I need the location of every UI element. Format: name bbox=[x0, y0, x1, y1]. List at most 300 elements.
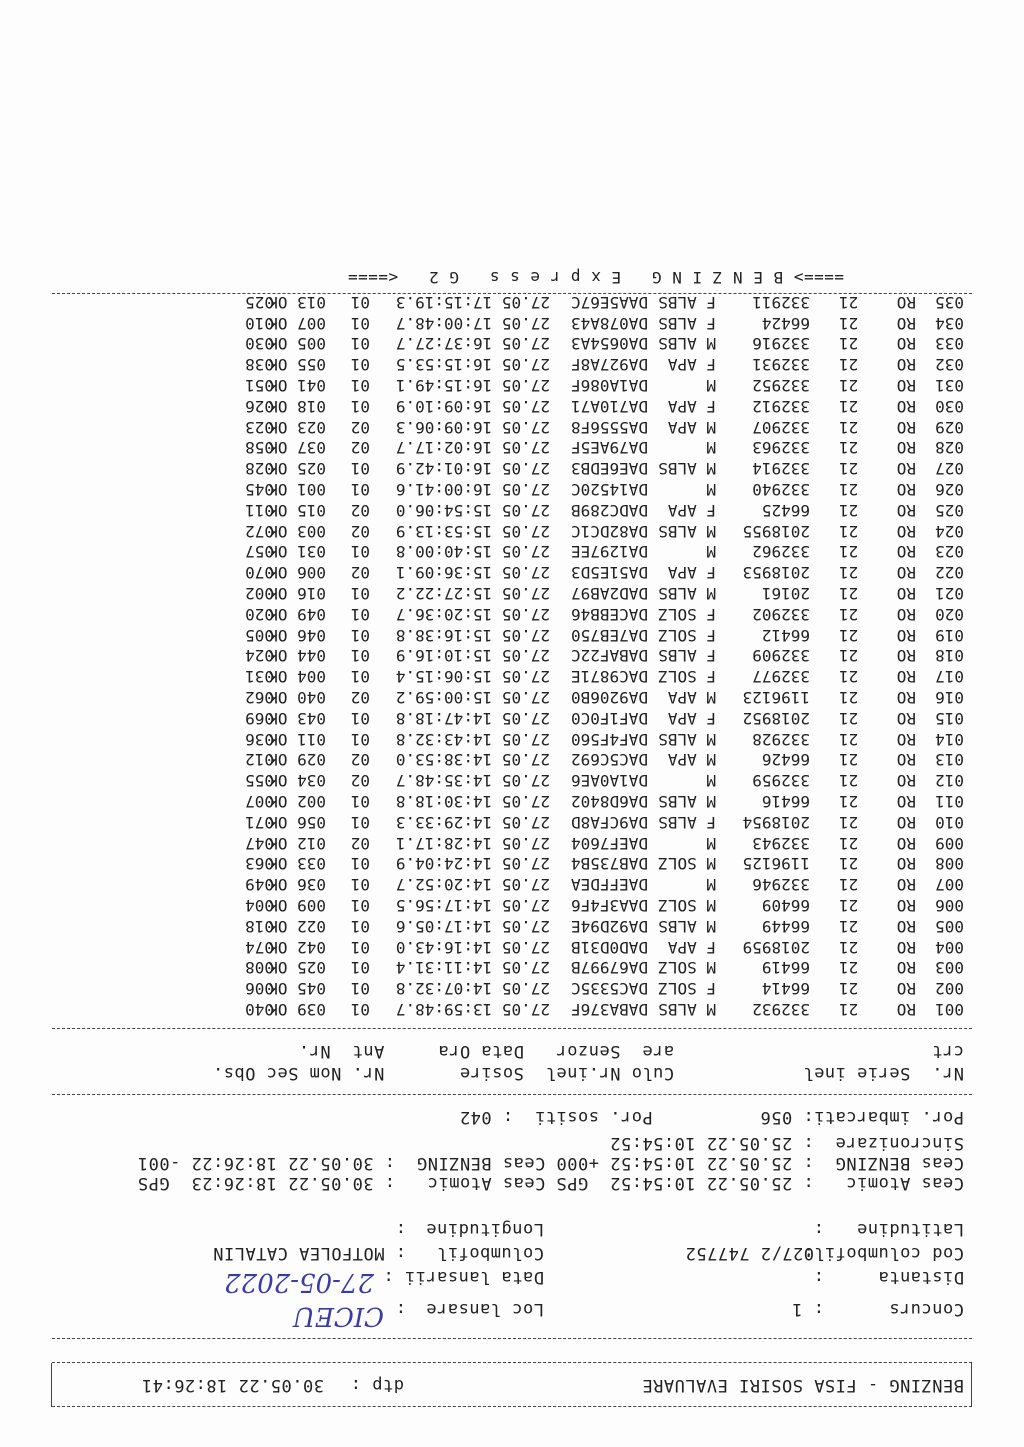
row-sosire: 27.05 14:11:31.4 bbox=[395, 958, 550, 978]
row-serie-inel: RO 21 20161 bbox=[761, 584, 916, 603]
row-nr: 015 bbox=[935, 708, 964, 728]
row-serie-inel: RO 21 332914 bbox=[752, 459, 916, 479]
row-senzor: DABAF22C bbox=[570, 646, 648, 666]
row-obs: 024 bbox=[245, 646, 274, 666]
info-top-rule bbox=[52, 1338, 972, 1339]
row-culoare: M ALBS bbox=[658, 792, 716, 811]
row-serie-inel: RO 21 332912 bbox=[752, 396, 916, 416]
row-nom-nr: 029 OK bbox=[268, 750, 326, 770]
table-row bbox=[218, 998, 964, 1019]
row-senzor: DADC289B bbox=[570, 500, 648, 520]
row-ant: 01 bbox=[350, 480, 370, 499]
row-serie-inel: RO 21 332932 bbox=[752, 1000, 916, 1019]
row-nom-nr: 007 OK bbox=[268, 313, 326, 333]
table-row bbox=[218, 790, 964, 811]
row-ant: 01 bbox=[350, 376, 370, 395]
row-culoare: F APA bbox=[667, 500, 716, 520]
row-ant: 01 bbox=[350, 667, 370, 687]
table-row bbox=[218, 332, 964, 353]
row-serie-inel: RO 21 332911 bbox=[752, 292, 916, 312]
row-culoare: F APA bbox=[667, 937, 716, 957]
row-culoare: M SOLZ bbox=[658, 958, 716, 978]
row-sosire: 27.05 14:43:32.8 bbox=[395, 729, 550, 749]
row-serie-inel: RO 21 2018959 bbox=[742, 937, 916, 957]
row-culoare: F ALBS bbox=[658, 313, 716, 333]
row-sosire: 27.05 16:01:42.9 bbox=[395, 459, 550, 479]
row-obs: 030 bbox=[245, 334, 274, 354]
row-nr: 025 bbox=[935, 500, 964, 520]
row-obs: 069 bbox=[245, 708, 274, 728]
row-senzor: DA710A71 bbox=[570, 396, 648, 416]
row-nr: 005 bbox=[935, 916, 964, 936]
table-bottom-rule bbox=[52, 293, 972, 294]
row-senzor: DA51E5D3 bbox=[570, 563, 648, 583]
row-sosire: 27.05 13:59:48.7 bbox=[395, 1000, 550, 1019]
row-obs: 004 bbox=[245, 896, 274, 915]
row-senzor: DA14520C bbox=[570, 480, 648, 499]
row-nr: 001 bbox=[935, 1000, 964, 1019]
row-obs: 062 bbox=[245, 688, 274, 707]
row-culoare: F APA bbox=[667, 355, 716, 375]
longitudine-value: : bbox=[395, 1219, 406, 1239]
row-sosire: 27.05 14:17:56.5 bbox=[395, 896, 550, 915]
row-sosire: 27.05 14:20:52.7 bbox=[395, 875, 550, 895]
row-senzor: DA7EB750 bbox=[570, 625, 648, 645]
row-ant: 01 bbox=[350, 334, 370, 354]
row-serie-inel: RO 21 332946 bbox=[752, 875, 916, 895]
row-obs: 071 bbox=[245, 812, 274, 832]
row-serie-inel: RO 21 2018952 bbox=[742, 708, 916, 728]
row-culoare: M ALBS bbox=[658, 459, 716, 479]
header-right-bar bbox=[51, 1363, 52, 1407]
row-nom-nr: 033 OK bbox=[268, 854, 326, 874]
row-sosire: 27.05 16:00:41.6 bbox=[395, 480, 550, 499]
row-nom-nr: 001 OK bbox=[268, 480, 326, 499]
row-ant: 01 bbox=[350, 854, 370, 874]
row-nr: 021 bbox=[935, 584, 964, 603]
row-nr: 003 bbox=[935, 958, 964, 978]
row-nom-nr: 022 OK bbox=[268, 916, 326, 936]
table-row bbox=[218, 977, 964, 998]
row-culoare: F ALBS bbox=[658, 292, 716, 312]
row-sosire: 27.05 16:02:17.7 bbox=[395, 438, 550, 458]
row-senzor: DAA5E67C bbox=[570, 292, 648, 312]
row-ant: 02 bbox=[350, 500, 370, 520]
table-row bbox=[218, 748, 964, 769]
table-header-line2: crt are Senzor Data Ora Ant Nr. bbox=[298, 1041, 964, 1061]
row-ant: 02 bbox=[350, 750, 370, 770]
table-row bbox=[218, 936, 964, 957]
table-row bbox=[218, 436, 964, 457]
row-ant: 01 bbox=[350, 729, 370, 749]
row-nom-nr: 041 OK bbox=[268, 376, 326, 395]
table-row bbox=[218, 624, 964, 645]
row-sosire: 27.05 15:40:00.8 bbox=[395, 542, 550, 562]
row-senzor: DA1A086F bbox=[570, 376, 648, 395]
row-obs: 051 bbox=[245, 376, 274, 395]
row-nr: 020 bbox=[935, 604, 964, 624]
cod-columbofil-value: 027/2 747752 bbox=[685, 1243, 814, 1263]
latitudine-value: : bbox=[813, 1219, 824, 1239]
row-obs: 007 bbox=[245, 792, 274, 811]
row-senzor: DAC5335C bbox=[570, 979, 648, 999]
row-nom-nr: 044 OK bbox=[268, 646, 326, 666]
row-culoare: M ALBS bbox=[658, 334, 716, 354]
row-senzor: DAEFFDEA bbox=[570, 875, 648, 895]
row-serie-inel: RO 21 66414 bbox=[761, 979, 916, 999]
row-sosire: 27.05 17:00:48.7 bbox=[395, 313, 550, 333]
table-row bbox=[218, 811, 964, 832]
row-sosire: 27.05 15:36:09.1 bbox=[395, 563, 550, 583]
row-ant: 01 bbox=[350, 542, 370, 562]
row-ant: 01 bbox=[350, 792, 370, 811]
row-nr: 013 bbox=[935, 750, 964, 770]
row-senzor: DAF1F0C0 bbox=[570, 708, 648, 728]
row-nr: 023 bbox=[935, 542, 964, 562]
row-sosire: 27.05 16:15:53.5 bbox=[395, 355, 550, 375]
table-row bbox=[218, 852, 964, 873]
row-ant: 01 bbox=[350, 584, 370, 603]
row-nom-nr: 006 OK bbox=[268, 563, 326, 583]
row-obs: 023 bbox=[245, 417, 274, 437]
row-serie-inel: RO 21 66416 bbox=[761, 792, 916, 811]
table-row bbox=[218, 644, 964, 665]
row-ant: 01 bbox=[350, 355, 370, 375]
row-obs: 018 bbox=[245, 916, 274, 936]
row-culoare: F SOLZ bbox=[658, 625, 716, 645]
row-serie-inel: RO 21 66424 bbox=[761, 313, 916, 333]
row-serie-inel: RO 21 332902 bbox=[752, 604, 916, 624]
row-senzor: DA82DC1C bbox=[570, 521, 648, 541]
row-senzor: DAE6EDB3 bbox=[570, 459, 648, 479]
row-sosire: 27.05 14:35:48.7 bbox=[395, 771, 550, 791]
row-obs: 028 bbox=[245, 459, 274, 479]
table-row bbox=[218, 769, 964, 790]
table-row bbox=[218, 956, 964, 977]
row-serie-inel: RO 21 332963 bbox=[752, 438, 916, 458]
table-row bbox=[218, 416, 964, 437]
row-sosire: 27.05 17:15:19.3 bbox=[395, 292, 550, 312]
row-ant: 01 bbox=[350, 916, 370, 936]
row-nr: 007 bbox=[935, 875, 964, 895]
row-nr: 002 bbox=[935, 979, 964, 999]
row-sosire: 27.05 15:20:36.7 bbox=[395, 604, 550, 624]
row-obs: 025 bbox=[245, 292, 274, 312]
row-serie-inel: RO 21 332916 bbox=[752, 334, 916, 354]
row-sosire: 27.05 14:47:18.8 bbox=[395, 708, 550, 728]
row-ant: 01 bbox=[350, 313, 370, 333]
header-title: BENZING - FISA SOSIRI EVALUARE bbox=[641, 1375, 964, 1395]
row-ant: 01 bbox=[350, 396, 370, 416]
table-header-top-rule bbox=[52, 1094, 972, 1095]
row-senzor: DA67997B bbox=[570, 958, 648, 978]
row-nr: 010 bbox=[935, 812, 964, 832]
row-serie-inel: RO 21 332907 bbox=[752, 417, 916, 437]
row-obs: 055 bbox=[245, 771, 274, 791]
row-nr: 032 bbox=[935, 355, 964, 375]
row-obs: 063 bbox=[245, 854, 274, 874]
row-obs: 005 bbox=[245, 625, 274, 645]
row-nr: 030 bbox=[935, 396, 964, 416]
row-nom-nr: 034 OK bbox=[268, 771, 326, 791]
row-serie-inel: RO 21 332952 bbox=[752, 376, 916, 395]
row-ant: 02 bbox=[350, 438, 370, 458]
table-row bbox=[218, 915, 964, 936]
table-row bbox=[218, 520, 964, 541]
row-senzor: DAF4F560 bbox=[570, 729, 648, 749]
row-senzor: DA6D8402 bbox=[570, 792, 648, 811]
row-culoare: M ALBS bbox=[658, 729, 716, 749]
row-senzor: DA92D94E bbox=[570, 916, 648, 936]
table-header-line1: Nr. Serie inel Culo Nr.inel Sosire Nr. Nom Sec Obs. bbox=[212, 1063, 964, 1083]
row-ant: 01 bbox=[350, 875, 370, 895]
table-row bbox=[218, 540, 964, 561]
row-senzor: DAA3F4F6 bbox=[570, 896, 648, 915]
row-obs: 047 bbox=[245, 833, 274, 853]
row-ant: 02 bbox=[350, 521, 370, 541]
row-serie-inel: RO 21 332928 bbox=[752, 729, 916, 749]
row-sosire: 27.05 16:37:27.7 bbox=[395, 334, 550, 354]
row-nom-nr: 012 OK bbox=[268, 833, 326, 853]
row-senzor: DACEBB46 bbox=[570, 604, 648, 624]
row-ant: 01 bbox=[350, 292, 370, 312]
row-nom-nr: 016 OK bbox=[268, 584, 326, 603]
row-serie-inel: RO 21 66409 bbox=[761, 896, 916, 915]
row-culoare: F APA bbox=[667, 563, 716, 583]
row-ant: 01 bbox=[350, 896, 370, 915]
row-senzor: DA1A0AE6 bbox=[570, 771, 648, 791]
table-row bbox=[218, 312, 964, 333]
row-culoare: M APA bbox=[667, 417, 716, 437]
row-nom-nr: 039 OK bbox=[268, 1000, 326, 1019]
row-senzor: DAC9871E bbox=[570, 667, 648, 687]
distanta-value: : bbox=[813, 1267, 824, 1287]
distanta-label: Distanta bbox=[878, 1267, 964, 1287]
row-obs: 058 bbox=[245, 438, 274, 458]
data-lansarii-label: Data lansarii : bbox=[382, 1267, 544, 1287]
row-ant: 01 bbox=[350, 625, 370, 645]
dtp-value: 30.05.22 18:26:41 bbox=[141, 1375, 324, 1395]
row-serie-inel: RO 21 332940 bbox=[752, 480, 916, 499]
row-nom-nr: 042 OK bbox=[268, 937, 326, 957]
row-culoare: F APA bbox=[667, 396, 716, 416]
row-nom-nr: 003 OK bbox=[268, 521, 326, 541]
row-ant: 02 bbox=[350, 688, 370, 707]
row-sosire: 27.05 15:10:16.9 bbox=[395, 646, 550, 666]
table-row bbox=[218, 873, 964, 894]
row-sosire: 27.05 15:53:13.9 bbox=[395, 521, 550, 541]
row-senzor: DAC5C692 bbox=[570, 750, 648, 770]
row-sosire: 27.05 15:16:38.8 bbox=[395, 625, 550, 645]
row-nom-nr: 015 OK bbox=[268, 500, 326, 520]
row-sosire: 27.05 16:09:10.9 bbox=[395, 396, 550, 416]
row-ant: 02 bbox=[350, 563, 370, 583]
row-culoare: M bbox=[696, 833, 716, 853]
row-nom-nr: 018 OK bbox=[268, 396, 326, 416]
row-serie-inel: RO 21 332962 bbox=[752, 542, 916, 562]
row-serie-inel: RO 21 2018955 bbox=[742, 521, 916, 541]
row-culoare: F SOLZ bbox=[658, 979, 716, 999]
row-nom-nr: 009 OK bbox=[268, 896, 326, 915]
row-senzor: DA078A43 bbox=[570, 313, 648, 333]
row-sosire: 27.05 14:17:05.6 bbox=[395, 916, 550, 936]
row-culoare: M SOLZ bbox=[658, 896, 716, 915]
row-sosire: 27.05 15:00:59.2 bbox=[395, 688, 550, 707]
row-ant: 01 bbox=[350, 1000, 370, 1019]
row-sosire: 27.05 15:27:22.2 bbox=[395, 584, 550, 603]
row-nr: 006 bbox=[935, 896, 964, 915]
row-serie-inel: RO 21 2018954 bbox=[742, 812, 916, 832]
row-nr: 024 bbox=[935, 521, 964, 541]
row-nr: 026 bbox=[935, 480, 964, 499]
row-obs: 036 bbox=[245, 729, 274, 749]
row-serie-inel: RO 21 332909 bbox=[752, 646, 916, 666]
row-nr: 017 bbox=[935, 667, 964, 687]
row-senzor: DA1297EE bbox=[570, 542, 648, 562]
row-serie-inel: RO 21 332959 bbox=[752, 771, 916, 791]
row-senzor: DA0654A3 bbox=[570, 334, 648, 354]
row-obs: 040 bbox=[245, 1000, 274, 1019]
row-sosire: 27.05 14:30:18.8 bbox=[395, 792, 550, 811]
columbofil-label: Columbofil bbox=[436, 1243, 544, 1263]
row-nr: 029 bbox=[935, 417, 964, 437]
row-nr: 014 bbox=[935, 729, 964, 749]
row-nr: 019 bbox=[935, 625, 964, 645]
row-culoare: M ALBS bbox=[658, 521, 716, 541]
table-row bbox=[218, 582, 964, 603]
row-ant: 01 bbox=[350, 708, 370, 728]
row-nr: 009 bbox=[935, 833, 964, 853]
row-sosire: 27.05 14:38:53.0 bbox=[395, 750, 550, 770]
row-nom-nr: 056 OK bbox=[268, 812, 326, 832]
row-nom-nr: 023 OK bbox=[268, 417, 326, 437]
row-nom-nr: 011 OK bbox=[268, 729, 326, 749]
cod-columbofil-label: Cod columbofil: bbox=[802, 1243, 964, 1263]
row-obs: 045 bbox=[245, 480, 274, 499]
row-ant: 02 bbox=[350, 771, 370, 791]
row-nom-nr: 025 OK bbox=[268, 958, 326, 978]
row-ant: 01 bbox=[350, 812, 370, 832]
row-nr: 031 bbox=[935, 376, 964, 395]
row-serie-inel: RO 21 66426 bbox=[761, 750, 916, 770]
row-nr: 004 bbox=[935, 937, 964, 957]
row-sosire: 27.05 14:16:43.0 bbox=[395, 937, 550, 957]
row-serie-inel: RO 21 1196123 bbox=[742, 688, 916, 707]
row-culoare: M bbox=[696, 542, 716, 562]
row-sosire: 27.05 16:15:49.1 bbox=[395, 376, 550, 395]
data-lansarii-handwritten: 27-05-2022 bbox=[224, 1267, 374, 1297]
row-nr: 011 bbox=[935, 792, 964, 811]
row-serie-inel: RO 21 66412 bbox=[761, 625, 916, 645]
table-row bbox=[218, 665, 964, 686]
concurs-label: Concurs bbox=[888, 1299, 964, 1319]
porumbei-line: Por. imbarcati: 056 Por. sositi : 042 bbox=[459, 1107, 964, 1127]
row-nr: 035 bbox=[935, 292, 964, 312]
row-ant: 01 bbox=[350, 958, 370, 978]
ceas-benzing-line: Ceas BENZING : 25.05.22 10:54:52 +000 Ceas BENZING : 30.05.22 18:26:22 -001 bbox=[137, 1153, 964, 1173]
row-nom-nr: 046 OK bbox=[268, 625, 326, 645]
row-nr: 012 bbox=[935, 771, 964, 791]
row-nom-nr: 055 OK bbox=[268, 355, 326, 375]
row-obs: 006 bbox=[245, 979, 274, 999]
row-serie-inel: RO 21 332931 bbox=[752, 355, 916, 375]
row-senzor: DA927A8F bbox=[570, 355, 648, 375]
concurs-value: : 1 bbox=[791, 1299, 824, 1319]
loc-label: Loc lansare bbox=[425, 1299, 544, 1319]
row-culoare: M ALBS bbox=[658, 1000, 716, 1019]
table-row bbox=[218, 374, 964, 395]
row-ant: 02 bbox=[350, 417, 370, 437]
row-senzor: DA9CFA8D bbox=[570, 812, 648, 832]
row-ant: 02 bbox=[350, 833, 370, 853]
row-ant: 01 bbox=[350, 979, 370, 999]
row-senzor: DA5556F8 bbox=[570, 417, 648, 437]
table-row bbox=[218, 353, 964, 374]
row-nom-nr: 013 OK bbox=[268, 292, 326, 312]
row-nom-nr: 043 OK bbox=[268, 708, 326, 728]
row-culoare: M bbox=[696, 771, 716, 791]
row-serie-inel: RO 21 2018953 bbox=[742, 563, 916, 583]
row-nr: 033 bbox=[935, 334, 964, 354]
header-top-rule bbox=[52, 1406, 972, 1407]
row-culoare: M bbox=[696, 480, 716, 499]
loc-handwritten: CICEU bbox=[293, 1301, 384, 1331]
row-sosire: 27.05 16:09:06.3 bbox=[395, 417, 550, 437]
row-sosire: 27.05 14:28:17.1 bbox=[395, 833, 550, 853]
table-row bbox=[218, 894, 964, 915]
row-nom-nr: 040 OK bbox=[268, 688, 326, 707]
row-senzor: DA79AE5F bbox=[570, 438, 648, 458]
row-senzor: DAB735B4 bbox=[570, 854, 648, 874]
row-culoare: M bbox=[696, 875, 716, 895]
ceas-atomic-line: Ceas Atomic : 25.05.22 10:54:52 GPS Ceas Atomic : 30.05.22 18:26:23 GPS bbox=[137, 1173, 964, 1193]
row-nom-nr: 045 OK bbox=[268, 979, 326, 999]
row-culoare: M bbox=[696, 438, 716, 458]
row-serie-inel: RO 21 66449 bbox=[761, 916, 916, 936]
row-nom-nr: 002 OK bbox=[268, 792, 326, 811]
row-nom-nr: 005 OK bbox=[268, 334, 326, 354]
footer-banner: ====> B E N Z I N G E x p r e s s G 2 <==== bbox=[347, 268, 844, 287]
table-row bbox=[218, 499, 964, 520]
row-ant: 01 bbox=[350, 459, 370, 479]
row-nom-nr: 036 OK bbox=[268, 875, 326, 895]
row-senzor: DAD0D31B bbox=[570, 937, 648, 957]
row-sosire: 27.05 15:54:06.0 bbox=[395, 500, 550, 520]
row-senzor: DA9206B0 bbox=[570, 688, 648, 707]
row-nr: 018 bbox=[935, 646, 964, 666]
row-nr: 008 bbox=[935, 854, 964, 874]
dtp-label: dtp : bbox=[350, 1375, 404, 1395]
row-obs: 038 bbox=[245, 355, 274, 375]
row-nr: 016 bbox=[935, 688, 964, 707]
row-obs: 010 bbox=[245, 313, 274, 333]
table-row bbox=[218, 832, 964, 853]
row-senzor: DABA376F bbox=[570, 1000, 648, 1019]
row-nr: 034 bbox=[935, 313, 964, 333]
row-serie-inel: RO 21 66419 bbox=[761, 958, 916, 978]
row-serie-inel: RO 21 66425 bbox=[761, 500, 916, 520]
table-row bbox=[218, 561, 964, 582]
table-row bbox=[218, 728, 964, 749]
row-serie-inel: RO 21 332977 bbox=[752, 667, 916, 687]
table-header-bottom-rule bbox=[52, 1028, 972, 1029]
sincronizare-line: Sincronizare : 25.05.22 10:54:52 bbox=[609, 1133, 964, 1153]
longitudine-label: Longitudine bbox=[425, 1219, 544, 1239]
header-left-bar bbox=[971, 1363, 972, 1407]
row-obs: 070 bbox=[245, 563, 274, 583]
row-nom-nr: 031 OK bbox=[268, 542, 326, 562]
row-serie-inel: RO 21 1196125 bbox=[742, 854, 916, 874]
